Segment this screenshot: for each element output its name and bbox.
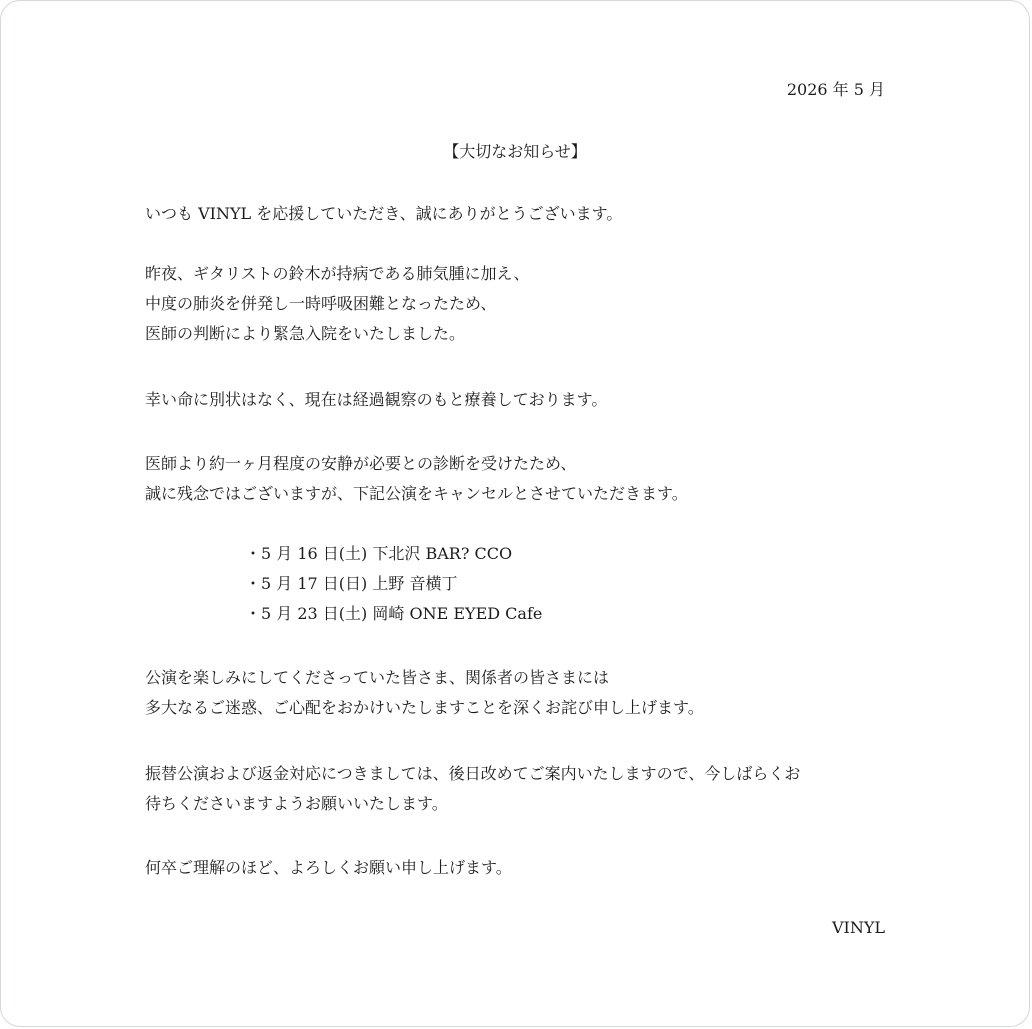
notice-title: 【大切なお知らせ】 bbox=[443, 142, 587, 161]
incident-paragraph bbox=[145, 259, 885, 349]
refund-paragraph bbox=[145, 759, 885, 819]
cancellation-paragraph bbox=[145, 449, 885, 509]
paragraph-line: 昨夜、ギタリストの鈴木が持病である肺気腫に加え、 bbox=[145, 264, 530, 283]
signature: VINYL bbox=[831, 918, 885, 937]
closing-paragraph bbox=[145, 853, 885, 883]
paragraph-line: 医師より約一ヶ月程度の安静が必要との診断を受けたため、 bbox=[145, 454, 577, 473]
event-item: ・5 月 17 日(日) 上野 音横丁 bbox=[245, 574, 458, 593]
paragraph-line: 振替公演および返金対応につきましては、後日改めてご案内いたしますので、今しばらくお bbox=[145, 764, 801, 783]
paragraph-line: 多大なるご迷惑、ご心配をおかけいたしますことを深くお詫び申し上げます。 bbox=[145, 698, 704, 717]
paragraph-line: 何卒ご理解のほど、よろしくお願い申し上げます。 bbox=[145, 858, 512, 877]
greeting-paragraph bbox=[145, 199, 885, 229]
paragraph-line: 中度の肺炎を併発し一時呼吸困難となったため、 bbox=[145, 294, 497, 313]
paragraph-line: 待ちくださいますようお願いいたします。 bbox=[145, 794, 448, 813]
greeting-line: いつも VINYL を応援していただき、誠にありがとうございます。 bbox=[145, 204, 623, 223]
paragraph-line: 医師の判断により緊急入院をいたしました。 bbox=[145, 324, 466, 343]
condition-paragraph bbox=[145, 385, 885, 415]
paragraph-line: 誠に残念ではございますが、下記公演をキャンセルとさせていただきます。 bbox=[145, 484, 688, 503]
event-item: ・5 月 23 日(土) 岡崎 ONE EYED Cafe bbox=[245, 604, 543, 623]
paragraph-line: 幸い命に別状はなく、現在は経過観察のもと療養しております。 bbox=[145, 390, 608, 409]
apology-paragraph bbox=[145, 663, 885, 723]
paragraph-line: 公演を楽しみにしてくださっていた皆さま、関係者の皆さまには bbox=[145, 668, 610, 687]
notice-date: 2026 年 5 月 bbox=[786, 80, 885, 99]
event-item: ・5 月 16 日(土) 下北沢 BAR? CCO bbox=[245, 544, 513, 563]
cancelled-events-list bbox=[245, 539, 542, 629]
